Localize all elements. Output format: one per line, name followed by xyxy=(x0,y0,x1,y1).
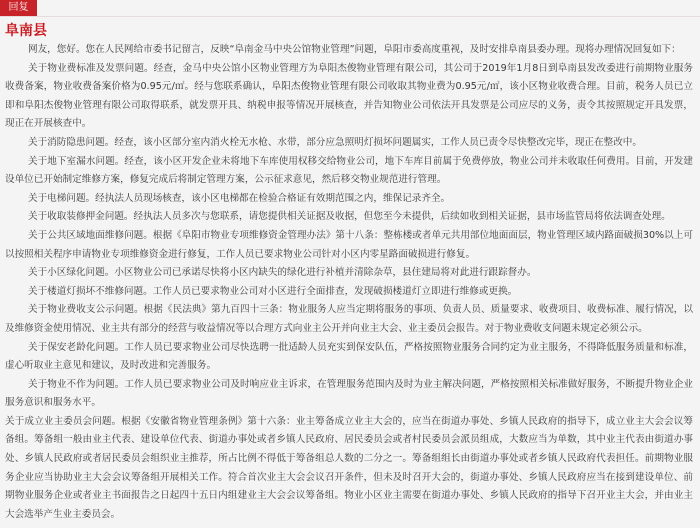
reply-paragraph: 关于公共区域地面维修问题。根据《阜阳市物业专项维修资金管理办法》第十八条：整栋楼或者单元共用部位地面面层，物业管理区域内路面破损30%以上可以按照相关程序申请物业专项维修资金进行修复，工作人员已要求物业公司针对小区内零星路面破损进行修复。 xyxy=(5,229,693,260)
reply-paragraph: 关于收取装修押金问题。经执法人员多次与您联系，请您提供相关证据及收据，但您至今未提供，后续如收到相关证据，县市场监管局将依法调查处理。 xyxy=(28,211,671,223)
reply-paragraph: 关于保安老龄化问题。工作人员已要求物业公司尽快选聘一批适龄人员充实到保安队伍，严格按照物业服务合同约定为业主服务，不得降低服务质量和标准，虚心听取业主意见和建议，及时改进和完善服务。 xyxy=(5,341,693,372)
reply-paragraph: 关于消防隐患问题。经查，该小区部分室内消火栓无水枪、水带，部分应急照明灯损坏问题属实，工作人员已责令尽快整改完毕，现正在整改中。 xyxy=(28,136,642,148)
reply-content xyxy=(5,41,693,527)
reply-paragraph: 关于地下室漏水问题。经查，该小区开发企业未将地下车库使用权移交给物业公司，地下车库目前属于免费停放，物业公司并未收取任何费用。目前，开发建设单位已开始制定维修方案，修复完成后将制定管理方案，公示征求意见，然后移交物业规范进行管理。 xyxy=(5,155,693,186)
reply-paragraph: 关于物业费收支公示问题。根据《民法典》第九百四十三条：物业服务人应当定期将服务的事项、负责人员、质量要求、收费项目、收费标准、履行情况，以及维修资金使用情况、业主共有部分的经营与收益情况等以合理方式向业主公开并向业主大会、业主委员会报告。对于物业费收支问题未规定必须公示。 xyxy=(5,304,693,334)
reply-paragraph: 关于楼道灯损坏不维修问题。工作人员已要求物业公司对小区进行全面排查，发现破损楼道灯立即进行维修或更换。 xyxy=(28,285,518,297)
department-title: 阜南县 xyxy=(5,23,47,39)
reply-paragraph: 关于成立业主委员会问题。根据《安徽省物业管理条例》第十六条：业主筹备成立业主大会的，应当在街道办事处、乡镇人民政府的指导下，成立业主大会会议筹备组。筹备组一般由业主代表、建设单位代表、街道办事处或者乡镇人民政府、居民委员会或者村民委员会派员组成，大数应当为单数，其中业主代表由街道办事处、乡镇人民政府或者居民委员会组织业主推荐，所占比例不得低于筹备组总人数的二分之一。筹备组组长由街道办事处或者乡镇人民政府代表担任。前期物业服务企业应当协助业主大会会议筹备组开展相关工作。符合首次业主大会会议召开条件，但未及时召开大会的，街道办事处、乡镇人民政府应当在接到建设单位、前期物业服务企业或者业主书面报告之日起四十五日内组建业主大会会议筹备组。物业小区业主需要在街道办事处、乡镇人民政府的指导下召开业主大会，并由业主大会选举产生业主委员会。 xyxy=(5,415,693,520)
reply-paragraph: 关于小区绿化问题。小区物业公司已承诺尽快将小区内缺失的绿化进行补植并清除杂草，县住建局将对此进行跟踪督办。 xyxy=(28,267,537,279)
reply-paragraph: 关于电梯问题。经执法人员现场核查，该小区电梯都在检验合格证有效期范围之内，维保记录齐全。 xyxy=(28,192,451,204)
reply-paragraph: 关于物业费标准及发票问题。经查，金马中央公馆小区物业管理方为阜阳杰俊物业管理有限公司，其公司于2019年1月8日到阜南县发改委进行前期物业服务收费备案，物业收费备案价格为0.95元/㎡。经与您联系确认，阜阳杰俊物业管理有限公司收取其物业费为0.95元/㎡，该小区物业收费合理。目前，税务人员已立即和阜阳杰俊物业管理有限公司取得联系，就发票开具、纳税申报等情况开展核查，并告知物业公司依法开具发票是公司应尽的义务，责令其按照规定开具发票，现正在开展核查中。 xyxy=(5,62,693,130)
reply-badge: 回复 xyxy=(0,0,37,16)
reply-tag-bar xyxy=(0,0,700,17)
reply-paragraph: 关于物业不作为问题。工作人员已要求物业公司及时响应业主诉求，在管理服务范围内及时为业主解决问题，严格按照相关标准做好服务，不断提升物业企业服务意识和服务水平。 xyxy=(5,378,693,409)
reply-greeting: 网友，您好。您在人民网给市委书记留言，反映“阜南金马中央公馆物业管理”问题，阜阳市委高度重视，及时安排阜南县委办理。现将办理情况回复如下： xyxy=(28,44,681,55)
